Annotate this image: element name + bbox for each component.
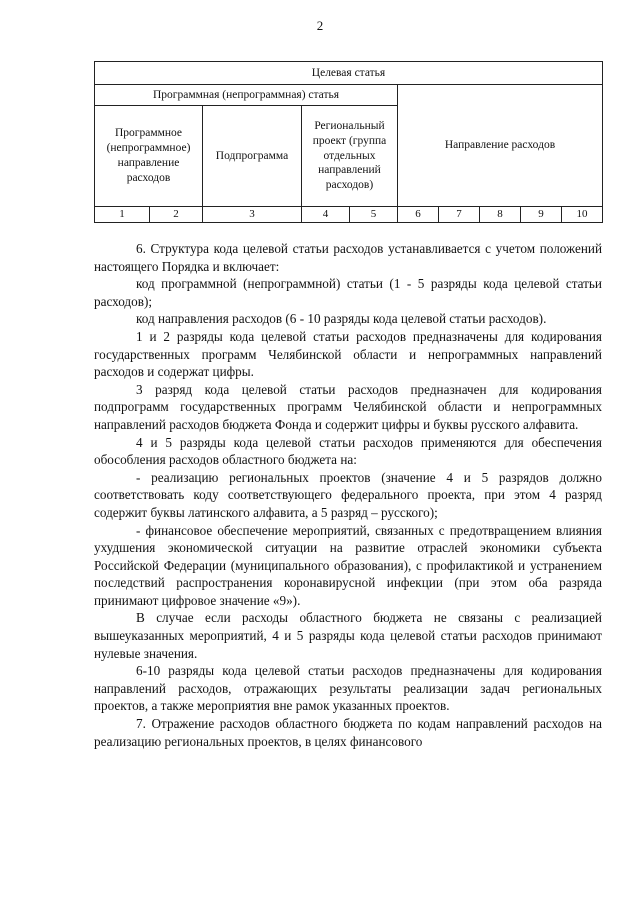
digit-cell: 4	[302, 207, 350, 223]
digit-cell: 6	[398, 207, 439, 223]
paragraph: 7. Отражение расходов областного бюджета по кодам направлений расходов на реализацию региональных проектов, в целях финансового	[94, 716, 602, 749]
paragraph: - реализацию региональных проектов (значение 4 и 5 разрядов должно соответствовать коду соответствующего федерального проекта, при этом 4 разряд содержит буквы латинского алфавита, а 5 разряд – русского);	[94, 469, 602, 520]
paragraph: 6. Структура кода целевой статьи расходов устанавливается с учетом положений настоящего Порядка и включает:	[94, 241, 602, 274]
paragraph: 6-10 разряды кода целевой статьи расходов предназначены для кодирования направлений расходов, отражающих результаты реализации задач региональных проектов, а также мероприятия вне рамок указанных проектов.	[94, 663, 602, 714]
paragraph: код направления расходов (6 - 10 разряды кода целевой статьи расходов).	[136, 311, 547, 327]
table-title: Целевая статья	[95, 62, 603, 85]
page-number: 2	[316, 18, 324, 33]
program-direction-header: Программное (непрограммное) направление расходов	[95, 106, 203, 207]
digit-cell: 2	[150, 207, 203, 223]
digit-cell: 1	[95, 207, 150, 223]
paragraph: 1 и 2 разряды кода целевой статьи расходов предназначены для кодирования государственных программ Челябинской области и непрограммных направлений расходов и содержат цифры.	[94, 328, 602, 380]
paragraph: 3 разряд кода целевой статьи расходов предназначен для кодирования подпрограмм государственных программ Челябинской области и непрограммных направлений расходов бюджета Фонда и содержит цифры и буквы русского алфавита.	[94, 381, 602, 432]
paragraph: 4 и 5 разряды кода целевой статьи расходов применяются для обеспечения обособления расходов областного бюджета на:	[94, 434, 602, 468]
paragraph: - финансовое обеспечение мероприятий, связанных с предотвращением влияния ухудшения экономической ситуации на развитие отраслей экономики субъекта Российской Федерации (муниципального образования), с профилактикой и устранением последствий распространения коронавирусной инфекции (при этом оба разряда принимают цифровое значение «9»).	[94, 522, 602, 608]
document-body	[94, 240, 602, 750]
digit-cell: 8	[480, 207, 521, 223]
paragraph: В случае если расходы областного бюджета не связаны с реализацией вышеуказанных мероприятий, 4 и 5 разряды кода целевой статьи расходов принимают нулевые значения.	[94, 610, 602, 661]
digit-cell: 9	[521, 207, 562, 223]
paragraph: код программной (непрограммной) статьи (1 - 5 разряды кода целевой статьи расходов);	[94, 276, 602, 309]
target-article-code-table	[94, 61, 603, 223]
digit-cell: 7	[439, 207, 480, 223]
digit-cell: 5	[350, 207, 398, 223]
expense-direction-header: Направление расходов	[398, 85, 603, 207]
regional-project-header: Региональный проект (группа отдельных направлений расходов)	[302, 106, 398, 207]
digit-cell: 10	[562, 207, 603, 223]
digit-cell: 3	[203, 207, 302, 223]
program-article-header: Программная (непрограммная) статья	[95, 85, 398, 106]
subprogram-header: Подпрограмма	[203, 106, 302, 207]
